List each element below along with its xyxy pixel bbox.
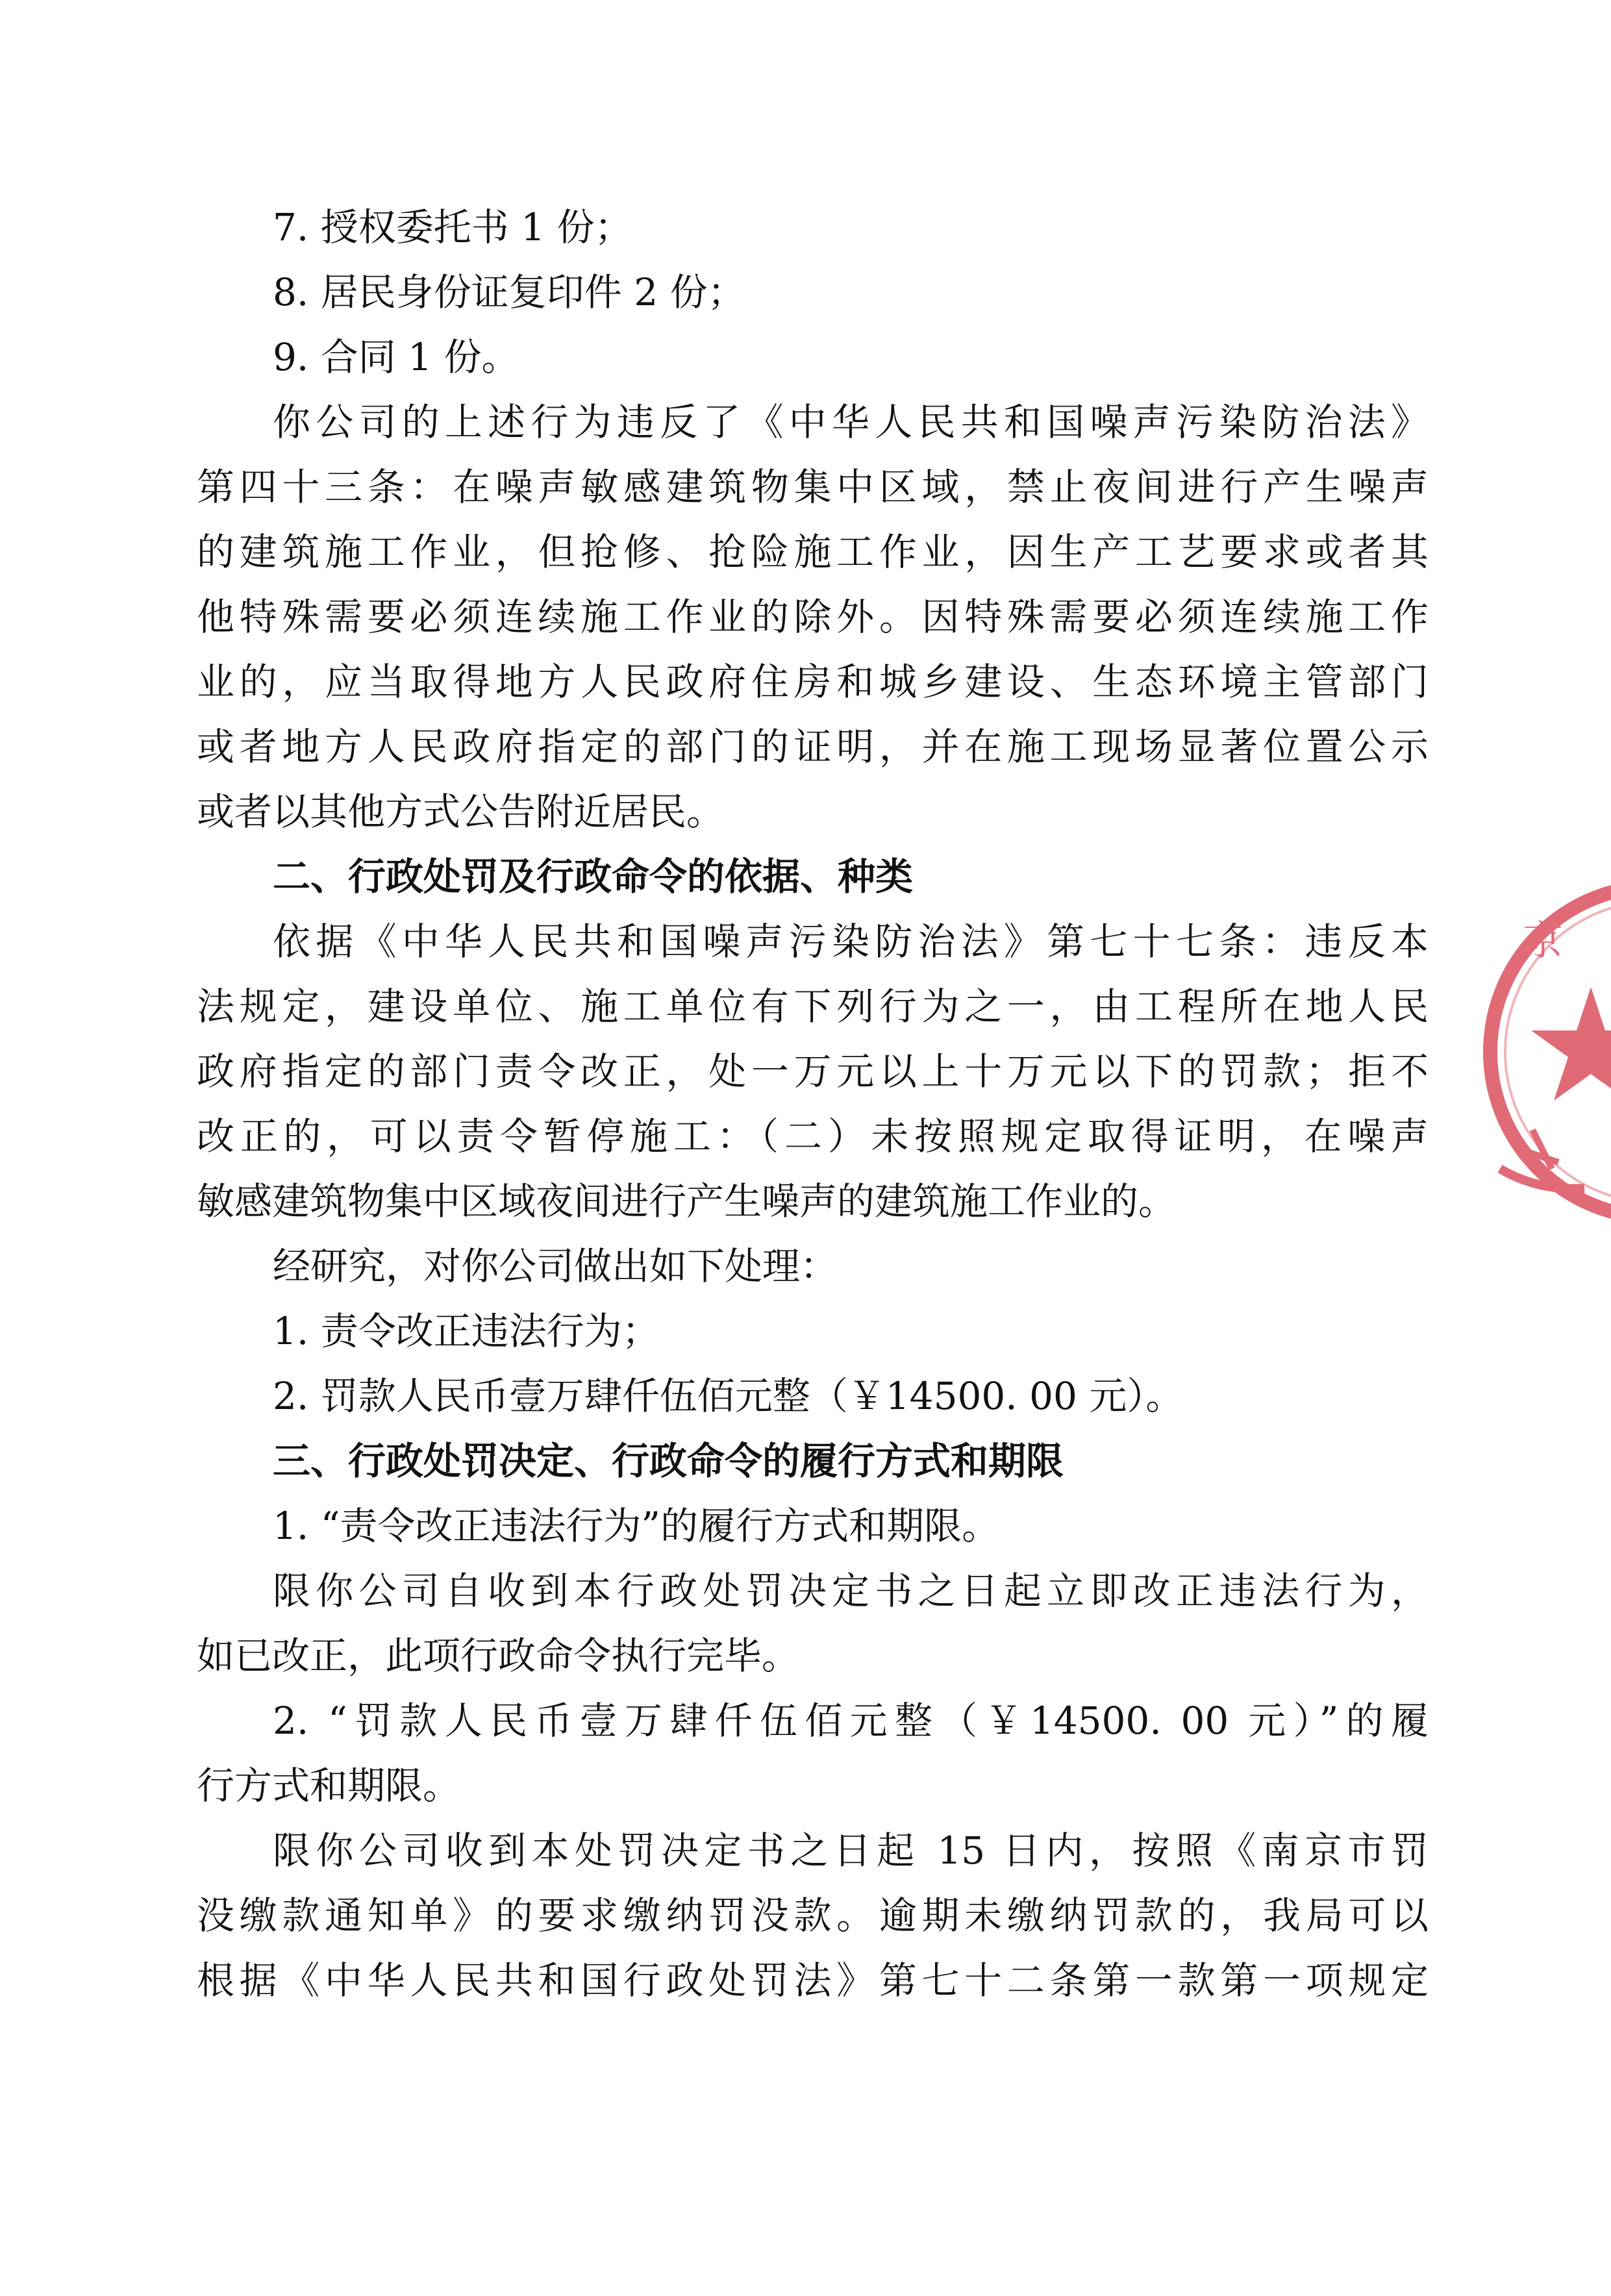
list-item-9: 9. 合同 1 份。 [273,335,519,379]
section-heading-3: 三、行政处罚决定、行政命令的履行方式和期限 [273,1439,1064,1483]
list-item-7: 7. 授权委托书 1 份； [273,205,632,249]
paragraph-line: 或者以其他方式公告附近居民。 [197,790,725,834]
list-item-1: 1. 责令改正违法行为； [273,1309,660,1353]
list-item-8: 8. 居民身份证复印件 2 份； [273,270,745,314]
paragraph-line: 没缴款通知单》的要求缴纳罚没款。逾期未缴纳罚款的，我局可以 [197,1893,1429,1938]
section-heading-2: 二、行政处罚及行政命令的依据、种类 [273,855,914,899]
paragraph-line: 根据《中华人民共和国行政处罚法》第七十二条第一款第一项规定 [197,1958,1429,2003]
paragraph-line: 业的，应当取得地方人民政府住房和城乡建设、生态环境主管部门 [197,660,1429,704]
paragraph-line: 如已改正，此项行政命令执行完毕。 [197,1634,800,1678]
paragraph-line: 限你公司收到本处罚决定书之日起 15 日内，按照《南京市罚 [273,1828,1429,1873]
paragraph-line: 第四十三条：在噪声敏感建筑物集中区域，禁止夜间进行产生噪声 [197,465,1429,509]
star-icon [1531,987,1611,1101]
list-item-2: 2. 罚款人民币壹万肆仟伍佰元整（￥14500. 00 元）。 [273,1374,1184,1418]
paragraph-line: 敏感建筑物集中区域夜间进行产生噪声的建筑施工作业的。 [197,1179,1177,1223]
paragraph-line: 法规定，建设单位、施工单位有下列行为之一，由工程所在地人民 [197,984,1429,1029]
subsection-heading-2: 2. “罚款人民币壹万肆仟伍佰元整（￥14500. 00 元）”的履 [273,1699,1429,1743]
paragraph-line: 行方式和期限。 [197,1764,461,1808]
official-seal-stamp [1461,864,1611,1240]
paragraph-line: 你公司的上述行为违反了《中华人民共和国噪声污染防治法》 [273,400,1429,444]
paragraph-line: 政府指定的部门责令改正，处一万元以上十万元以下的罚款；拒不 [197,1049,1429,1093]
seal-character: 京 [1523,917,1564,964]
paragraph-line: 他特殊需要必须连续施工作业的除外。因特殊需要必须连续施工作 [197,595,1429,639]
paragraph-line: 的建筑施工作业，但抢修、抢险施工作业，因生产工艺要求或者其 [197,530,1429,574]
paragraph-line: 经研究，对你公司做出如下处理： [273,1244,838,1288]
paragraph-line: 限你公司自收到本行政处罚决定书之日起立即改正违法行为， [273,1569,1429,1613]
subsection-heading-1: 1. “责令改正违法行为”的履行方式和期限。 [273,1504,1000,1548]
paragraph-line: 或者地方人民政府指定的部门的证明，并在施工现场显著位置公示 [197,725,1429,769]
paragraph-line: 依据《中华人民共和国噪声污染防治法》第七十七条：违反本 [273,919,1429,964]
paragraph-line: 改正的，可以责令暂停施工：（二）未按照规定取得证明，在噪声 [197,1114,1429,1158]
